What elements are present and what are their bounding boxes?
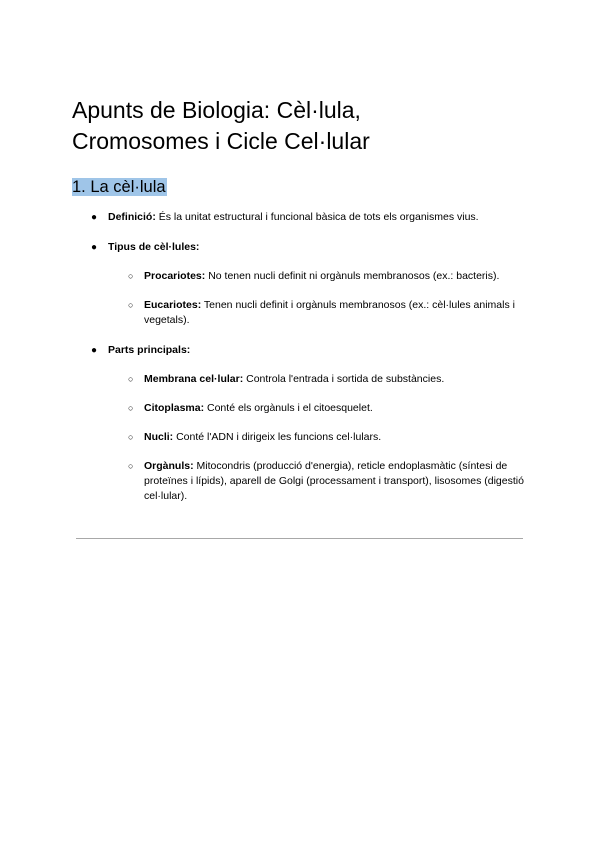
item-label: Tipus de cèl·lules:	[108, 241, 200, 253]
item-text: Tenen nucli definit i orgànuls membranosos (ex.: cèl·lules animals i vegetals).	[144, 299, 515, 326]
item-text: És la unitat estructural i funcional bàsica de tots els organismes vius.	[155, 211, 479, 223]
sub-bullet-icon: ○	[128, 461, 134, 471]
item-text: Conté els orgànuls i el citoesquelet.	[204, 402, 373, 414]
item-label: Eucariotes:	[144, 299, 202, 311]
section-heading	[72, 177, 167, 198]
list-item-procariotes	[144, 269, 529, 284]
sub-bullet-icon: ○	[128, 300, 134, 310]
title-line-2: Cromosomes i Cicle Cel·lular	[72, 128, 370, 154]
item-label: Citoplasma:	[144, 402, 205, 414]
document-title	[72, 95, 542, 157]
item-label: Procariotes:	[144, 270, 206, 282]
item-label: Orgànuls:	[144, 460, 194, 472]
item-text: Conté l'ADN i dirigeix les funcions cel·lulars.	[173, 431, 382, 443]
item-text: Controla l'entrada i sortida de substàncies.	[243, 373, 445, 385]
item-label: Parts principals:	[108, 344, 191, 356]
list-item-citoplasma	[144, 401, 529, 416]
list-item-eucariotes	[144, 298, 529, 328]
item-label: Membrana cel·lular:	[144, 373, 244, 385]
item-label: Nucli:	[144, 431, 174, 443]
bullet-icon: ●	[91, 242, 98, 253]
list-item-organuls	[144, 459, 529, 504]
sub-bullet-icon: ○	[128, 432, 134, 442]
item-text: Mitocondris (producció d'energia), reticle endoplasmàtic (síntesi de proteïnes i lípids), aparell de Golgi (processament i transport), lisosomes (digestió cel·lular).	[144, 460, 524, 502]
list-item-tipus	[108, 240, 528, 255]
list-item-membrana	[144, 372, 529, 387]
item-label: Definició:	[108, 211, 156, 223]
bullet-icon: ●	[91, 345, 98, 356]
item-text: No tenen nucli definit ni orgànuls membranosos (ex.: bacteris).	[205, 270, 500, 282]
list-item-parts	[108, 343, 528, 358]
bullet-icon: ●	[91, 212, 98, 223]
sub-bullet-icon: ○	[128, 374, 134, 384]
horizontal-rule	[76, 538, 523, 539]
list-item-nucli	[144, 430, 529, 445]
sub-bullet-icon: ○	[128, 271, 134, 281]
list-item-definicio	[108, 210, 528, 225]
sub-bullet-icon: ○	[128, 403, 134, 413]
title-line-1: Apunts de Biologia: Cèl·lula,	[72, 97, 361, 123]
section-heading-highlight: 1. La cèl·lula	[72, 178, 166, 196]
